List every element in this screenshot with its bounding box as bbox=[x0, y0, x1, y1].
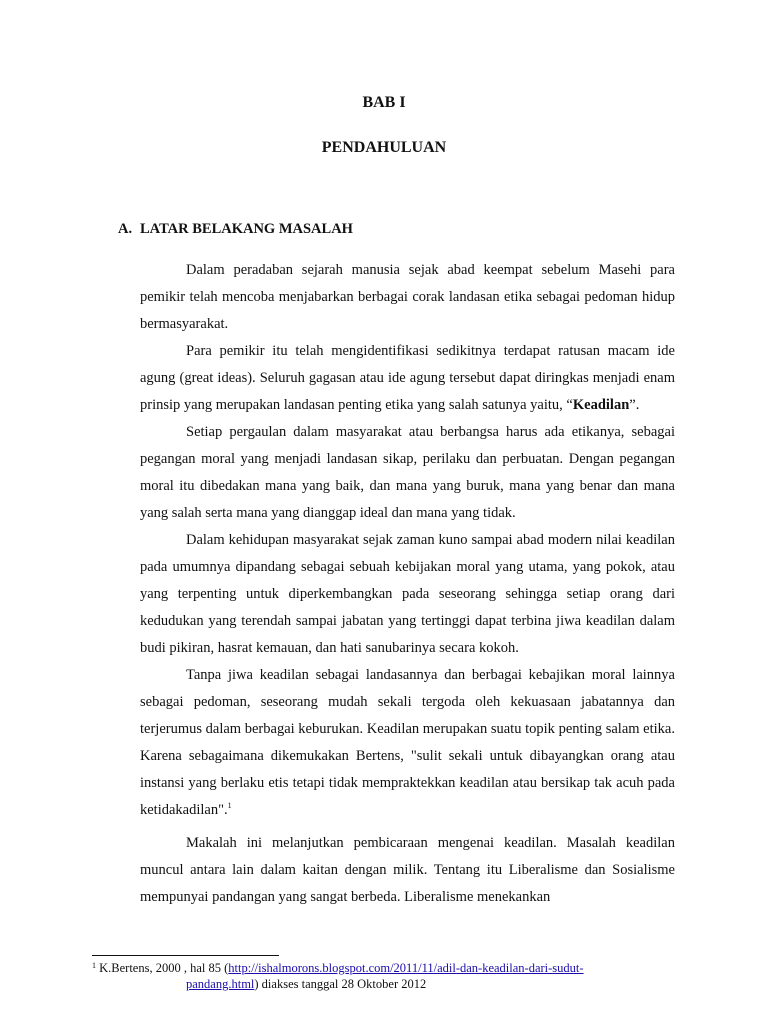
body-text bbox=[140, 257, 675, 911]
section-letter: A. bbox=[118, 221, 133, 237]
paragraph-5-text: Tanpa jiwa keadilan sebagai landasannya dan berbagai kebajikan moral lainnya sebagai pedoman, seseorang mudah sekali tergoda oleh kekuasaan jabatannya dan terjerumus dalam berbagai keburukan. Keadilan merupakan suatu topik penting salam etika. Karena sebagaimana dikemukakan Bertens, "sulit sekali untuk dibayangkan orang atau instansi yang berlaku etis tetapi tidak mempraktekkan keadilan atau bersikap tak acuh pada ketidakadilan". bbox=[140, 667, 675, 818]
footnote-line-2 bbox=[92, 976, 652, 992]
paragraph-2 bbox=[140, 338, 675, 419]
section-title: LATAR BELAKANG MASALAH bbox=[140, 221, 353, 237]
paragraph-4: Dalam kehidupan masyarakat sejak zaman kuno sampai abad modern nilai keadilan pada umumnya dipandang sebagai sebuah kebijakan moral yang utama, yang pokok, atau yang terpenting untuk diperkembangkan pada seseorang sehingga setiap orang dari kedudukan yang terendah sampai jabatan yang tertinggi dapat terbina jiwa keadilan dalam budi pikiran, hasrat kemauan, dan hati sanubarinya secara kokoh. bbox=[140, 532, 675, 656]
keadilan-bold: Keadilan bbox=[572, 397, 630, 413]
footnote-suffix: ) diakses tanggal 28 Oktober 2012 bbox=[254, 977, 427, 991]
paragraph-2-text: Para pemikir itu telah mengidentifikasi sedikitnya terdapat ratusan macam ide agung (great ideas). Seluruh gagasan atau ide agung tersebut dapat diringkas menjadi enam prinsip yang merupakan landasan penting etika yang salah satunya yaitu, bbox=[140, 343, 675, 413]
close-quote: ”. bbox=[629, 397, 640, 413]
paragraph-6: Makalah ini melanjutkan pembicaraan mengenai keadilan. Masalah keadilan muncul antara lain dalam kaitan dengan milik. Tentang itu Liberalisme dan Sosialisme mempunyai pandangan yang sangat berbeda. Liberalisme menekankan bbox=[140, 835, 675, 905]
footnote-link-part-1[interactable]: http://ishalmorons.blogspot.com/2011/11/adil-dan-keadilan-dari-sudut- bbox=[228, 961, 584, 975]
chapter-number: BAB I bbox=[362, 94, 406, 111]
open-quote: “ bbox=[566, 397, 573, 413]
footnote bbox=[92, 960, 652, 992]
paragraph-1: Dalam peradaban sejarah manusia sejak abad keempat sebelum Masehi para pemikir telah mencoba menjabarkan berbagai corak landasan etika sebagai pedoman hidup bermasyarakat. bbox=[140, 262, 675, 332]
paragraph-5 bbox=[140, 662, 675, 824]
paragraph-3: Setiap pergaulan dalam masyarakat atau berbangsa harus ada etikanya, sebagai pegangan moral yang menjadi landasan sikap, perilaku dan perbuatan. Dengan pegangan moral itu dibedakan mana yang baik, dan mana yang buruk, mana yang benar dan mana yang salah serta mana yang dianggap ideal dan mana yang tidak. bbox=[140, 424, 675, 521]
footnote-separator bbox=[92, 955, 279, 956]
footnote-line-1 bbox=[92, 960, 652, 976]
chapter-title: PENDAHULUAN bbox=[321, 139, 447, 156]
section-heading bbox=[118, 221, 353, 238]
footnote-number: 1 bbox=[92, 961, 96, 970]
footnote-link-part-2[interactable]: pandang.html bbox=[186, 977, 255, 991]
footnote-ref[interactable]: 1 bbox=[227, 801, 232, 810]
footnote-prefix: K.Bertens, 2000 , hal 85 ( bbox=[96, 961, 229, 975]
